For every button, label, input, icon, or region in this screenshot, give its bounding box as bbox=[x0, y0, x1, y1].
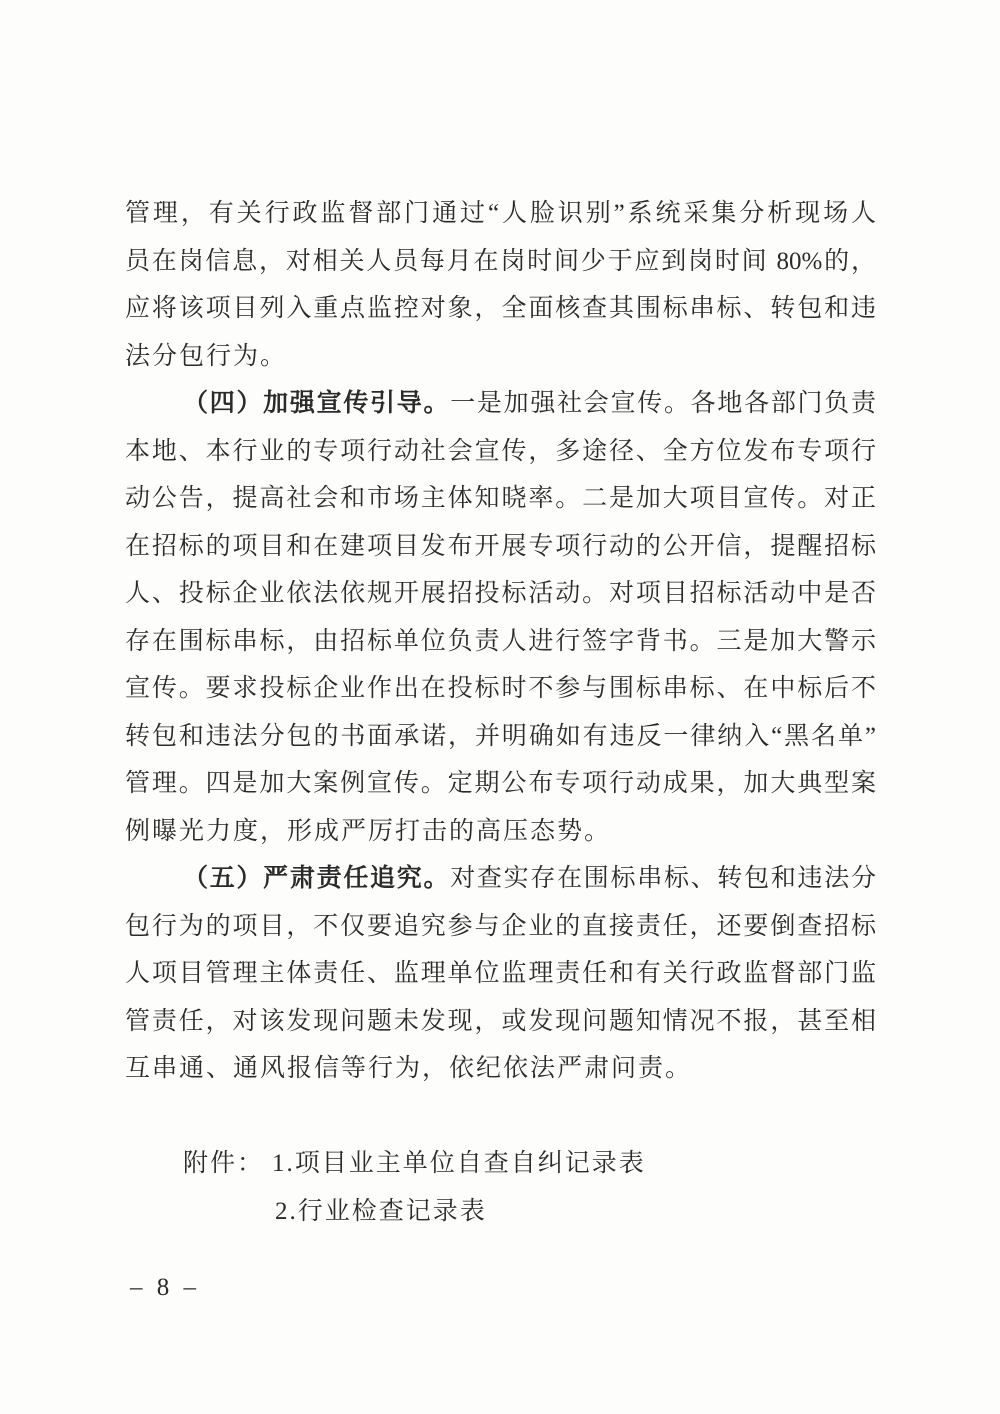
bold-section-heading: （五）严肃责任追究。 bbox=[183, 864, 451, 892]
text-line-12 bbox=[125, 713, 876, 761]
text-segment: 动公告，提高社会和市场主体知晓率。二是加大项目宣传。对正 bbox=[125, 485, 876, 512]
text-line-17 bbox=[125, 950, 876, 998]
text-line-11 bbox=[125, 665, 876, 713]
text-segment: 管理，有关行政监督部门通过“人脸识别”系统采集分析现场人 bbox=[125, 200, 876, 227]
text-segment: 应将该项目列入重点监控对象，全面核查其围标串标、转包和违 bbox=[125, 295, 876, 322]
text-segment: 管理。四是加大案例宣传。定期公布专项行动成果，加大典型案 bbox=[125, 770, 876, 797]
text-line-16 bbox=[125, 903, 876, 951]
text-line-3 bbox=[125, 285, 876, 333]
text-line-7 bbox=[125, 475, 876, 523]
body-text bbox=[125, 190, 876, 1093]
text-segment: 人项目管理主体责任、监理单位监理责任和有关行政监督部门监 bbox=[125, 960, 876, 987]
text-segment: 存在围标串标，由招标单位负责人进行签字背书。三是加大警示 bbox=[125, 627, 876, 655]
text-segment: 本地、本行业的专项行动社会宣传，多途径、全方位发布专项行 bbox=[125, 437, 876, 465]
text-segment: 宣传。要求投标企业作出在投标时不参与围标串标、在中标后不 bbox=[125, 675, 876, 702]
text-segment: 在招标的项目和在建项目发布开展专项行动的公开信，提醒招标 bbox=[125, 532, 876, 560]
text-line-18 bbox=[125, 998, 876, 1046]
text-segment: 包行为的项目，不仅要追究参与企业的直接责任，还要倒查招标 bbox=[125, 912, 876, 940]
text-line-6 bbox=[125, 428, 876, 476]
attachment-line-1 bbox=[125, 1140, 876, 1188]
text-segment: 人、投标企业依法依规开展招投标活动。对项目招标活动中是否 bbox=[125, 580, 876, 607]
text-segment: 员在岗信息，对相关人员每月在岗时间少于应到岗时间 80%的， bbox=[125, 247, 876, 275]
text-line-19 bbox=[125, 1045, 876, 1093]
page-number: – 8 – bbox=[130, 1274, 200, 1301]
text-line-1 bbox=[125, 190, 876, 238]
attachment-item: 1.项目业主单位自查自纠记录表 bbox=[272, 1150, 646, 1177]
bold-section-heading: （四）加强宣传引导。 bbox=[183, 389, 451, 417]
attachment-list bbox=[125, 1140, 876, 1235]
text-segment: 对查实存在围标串标、转包和违法分 bbox=[450, 865, 876, 892]
text-segment: 例曝光力度，形成严厉打击的高压态势。 bbox=[125, 817, 612, 845]
text-line-15 bbox=[125, 855, 876, 903]
text-line-10 bbox=[125, 618, 876, 666]
text-line-8 bbox=[125, 523, 876, 571]
text-segment: 转包和违法分包的书面承诺，并明确如有违反一律纳入“黑名单” bbox=[125, 722, 876, 750]
text-segment: 互串通、通风报信等行为，依纪依法严肃问责。 bbox=[125, 1055, 693, 1082]
attachment-line-2 bbox=[125, 1188, 876, 1236]
text-line-9 bbox=[125, 570, 876, 618]
text-line-14 bbox=[125, 808, 876, 856]
text-line-5 bbox=[125, 380, 876, 428]
attachments-label: 附件： bbox=[183, 1150, 265, 1177]
text-line-2 bbox=[125, 238, 876, 286]
text-line-13 bbox=[125, 760, 876, 808]
text-line-4 bbox=[125, 333, 876, 381]
text-segment: 法分包行为。 bbox=[125, 342, 288, 370]
text-segment: 管责任，对该发现问题未发现，或发现问题知情况不报，甚至相 bbox=[125, 1007, 876, 1035]
text-segment: 一是加强社会宣传。各地各部门负责 bbox=[450, 390, 876, 417]
attachment-item: 2.行业检查记录表 bbox=[275, 1197, 487, 1225]
